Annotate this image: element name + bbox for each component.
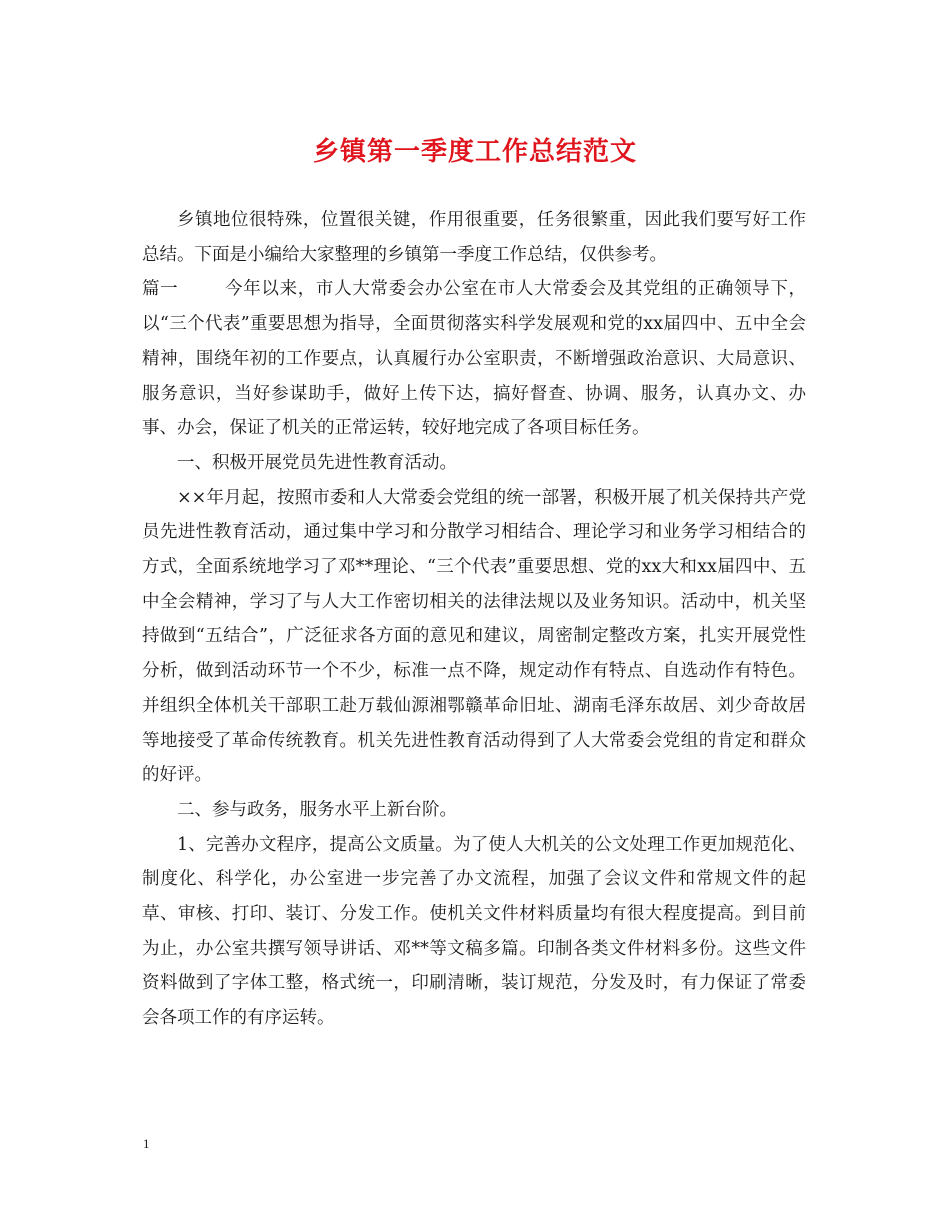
document-body [142,203,806,1036]
page-number: 1 [143,1136,150,1151]
section-heading-1: 一、积极开展党员先进性教育活动。 [177,452,457,473]
intro-paragraph: 乡镇地位很特殊，位置很关键，作用很重要，任务很繁重，因此我们要写好工作总结。下面是小编给大家整理的乡镇第一季度工作总结，仅供参考。 [142,210,806,265]
part-one-paragraph [142,272,806,446]
section-paragraph-2: 1、完善办文程序，提高公文质量。为了使人大机关的公文处理工作更加规范化、制度化、科学化，办公室进一步完善了办文流程，加强了会议文件和常规文件的起草、审核、打印、装订、分发工作。使机关文件材料质量均有很大程度提高。到目前为止，办公室共撰写领导讲话、邓**等文稿多篇。印制各类文件材料多份。这些文件资料做到了字体工整，格式统一，印刷清晰，装订规范，分发及时，有力保证了常委会各项工作的有序运转。 [142,834,806,1029]
part-text: 今年以来，市人大常委会办公室在市人大常委会及其党组的正确领导下，以“三个代表”重要思想为指导，全面贯彻落实科学发展观和党的xx届四中、五中全会精神，围绕年初的工作要点，认真履行办公室职责，不断增强政治意识、大局意识、服务意识，当好参谋助手，做好上传下达，搞好督查、协调、服务，认真办文、办事、办会，保证了机关的正常运转，较好地完成了各项目标任务。 [142,279,807,439]
part-label: 篇一 [142,279,179,300]
section-heading-2: 二、参与政务，服务水平上新台阶。 [177,799,457,820]
document-title: 乡镇第一季度工作总结范文 [312,137,637,167]
section-paragraph-1: ××年月起，按照市委和人大常委会党组的统一部署，积极开展了机关保持共产党员先进性教育活动，通过集中学习和分散学习相结合、理论学习和业务学习相结合的方式，全面系统地学习了邓**理论、“三个代表”重要思想、党的xx大和xx届四中、五中全会精神，学习了与人大工作密切相关的法律法规以及业务知识。活动中，机关坚持做到“五结合”，广泛征求各方面的意见和建议，周密制定整改方案，扎实开展党性分析，做到活动环节一个不少，标准一点不降，规定动作有特点、自选动作有特色。并组织全体机关干部职工赴万载仙源湘鄂赣革命旧址、湖南毛泽东故居、刘少奇故居等地接受了革命传统教育。机关先进性教育活动得到了人大常委会党组的肯定和群众的好评。 [142,487,806,786]
